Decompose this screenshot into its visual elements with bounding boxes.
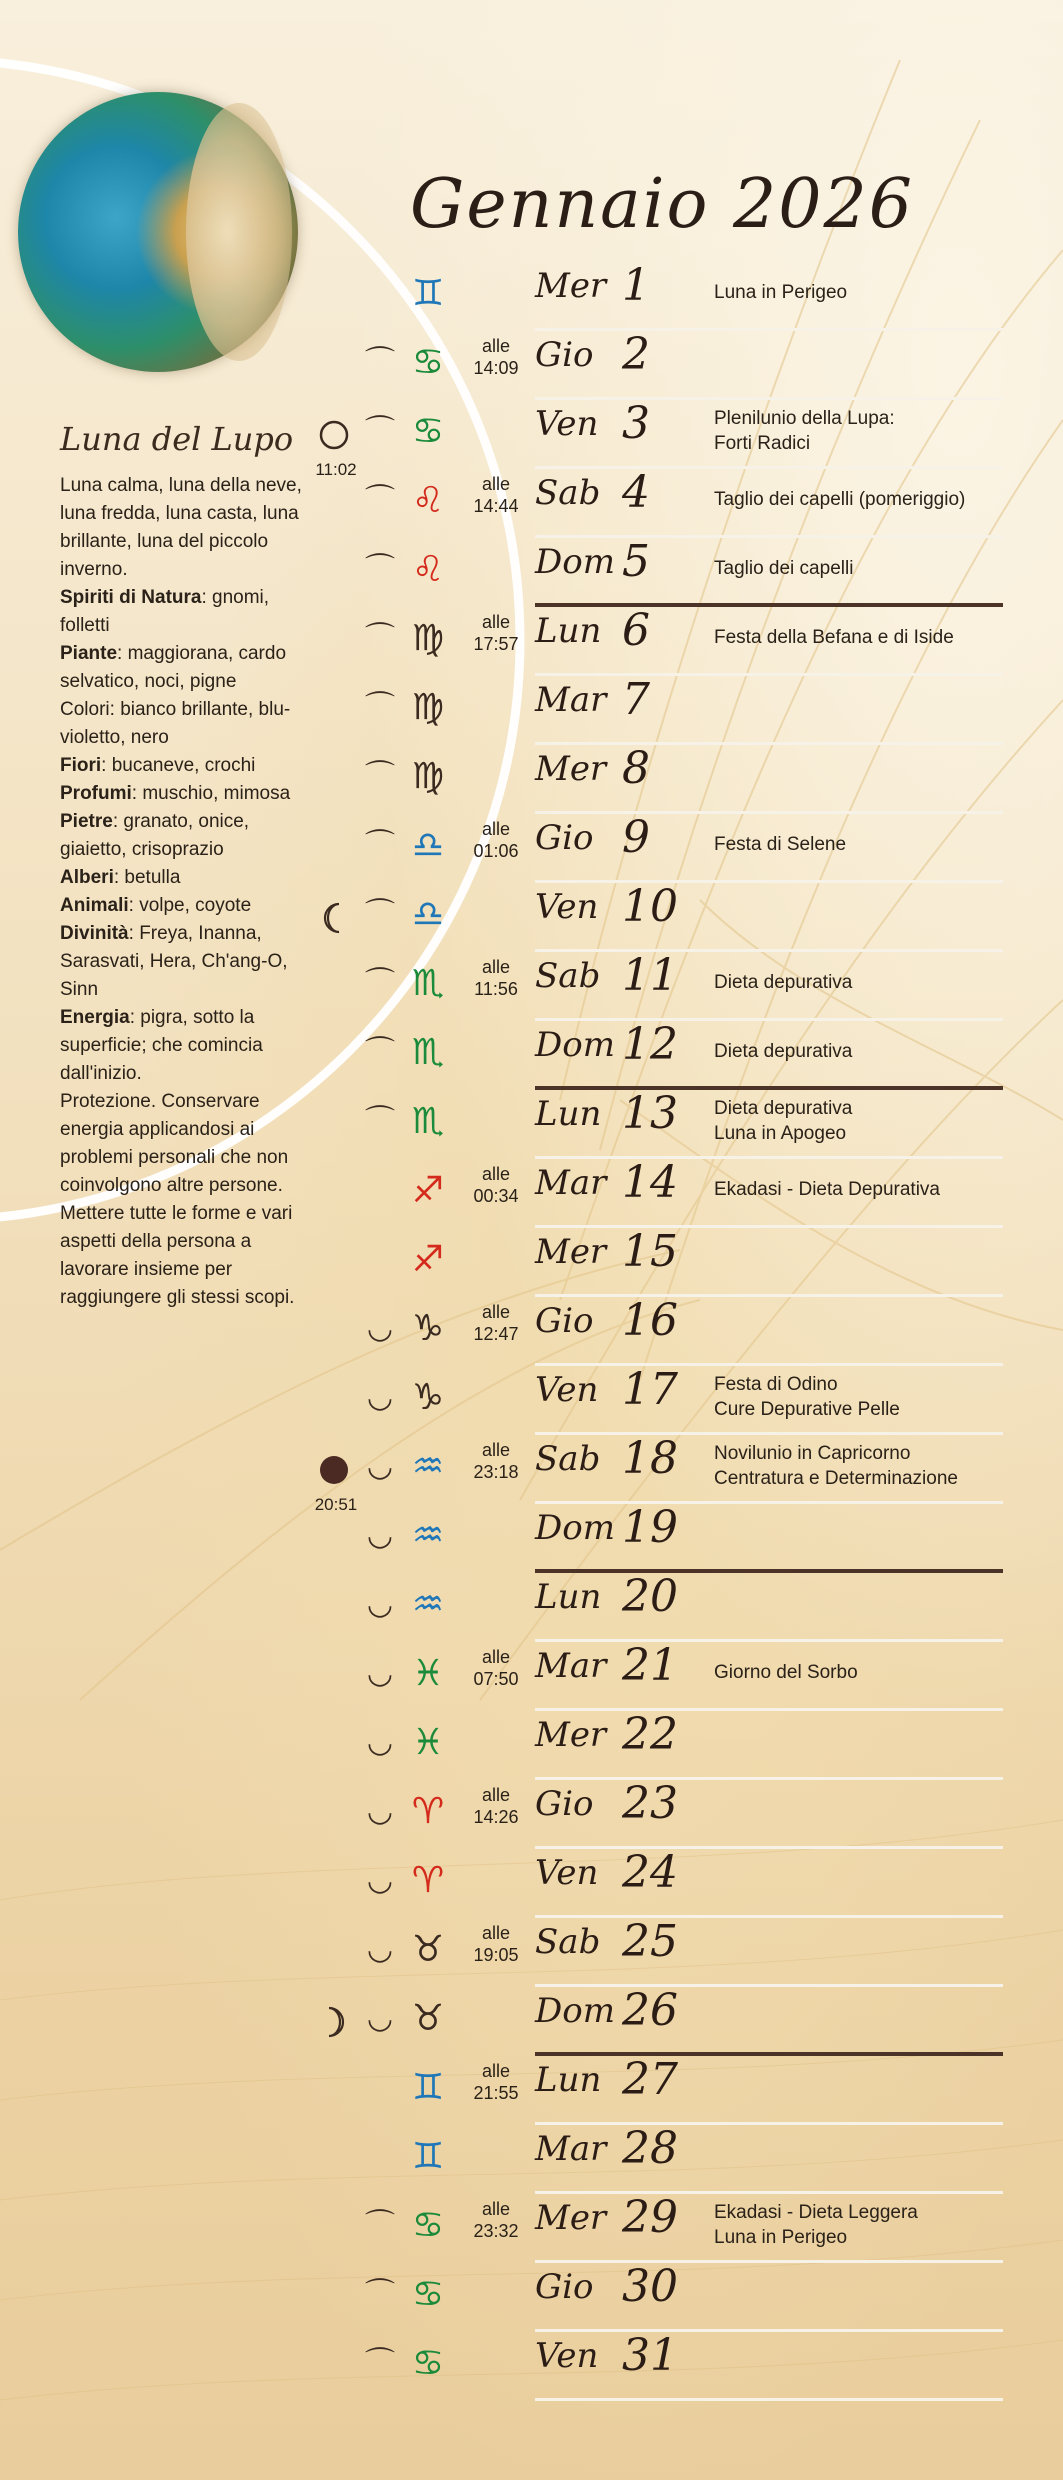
event-line: Luna in Apogeo [714, 1123, 847, 1144]
sidebar-item-label: Divinità [60, 923, 129, 944]
waning-arc-icon: ◡ [366, 2001, 394, 2036]
day-row [0, 467, 1063, 536]
ingress-hour: 23:32 [473, 2221, 519, 2241]
waning-arc-icon: ◡ [366, 1794, 394, 1829]
sidebar-item-label: Energia [60, 1007, 130, 1028]
day-number: 12 [622, 1019, 678, 1070]
day-row [0, 2123, 1063, 2192]
waning-arc-icon: ◡ [366, 1518, 394, 1553]
day-row [0, 1640, 1063, 1709]
day-row [0, 1847, 1063, 1916]
scorpio-icon: ♏ [411, 1032, 445, 1073]
leo-icon: ♌ [411, 480, 445, 521]
event-line: Luna in Perigeo [714, 2227, 848, 2248]
day-separator-line [535, 2398, 1003, 2401]
capricorn-icon: ♑ [411, 1308, 445, 1349]
waning-arc-icon: ◡ [366, 1380, 394, 1415]
day-events [714, 832, 1004, 857]
moon-phase-time: 20:51 [314, 1495, 358, 1514]
day-number: 11 [622, 950, 678, 1001]
day-row [0, 260, 1063, 329]
weekday-label: Gio [535, 1301, 594, 1341]
weekday-label: Mar [535, 1163, 607, 1203]
day-events [714, 1660, 1004, 1685]
weekday-label: Mar [535, 680, 607, 720]
day-row [0, 1226, 1063, 1295]
event-line: Festa di Odino [714, 1374, 838, 1395]
ingress-hour: 07:50 [473, 1669, 519, 1689]
waxing-arc-icon: ⌒ [365, 2277, 395, 2312]
event-line: Festa di Selene [714, 834, 847, 855]
sidebar-item-text: betulla [124, 867, 181, 888]
day-events [714, 625, 1004, 650]
event-line: Ekadasi - Dieta Leggera [714, 2202, 918, 2223]
waxing-arc-icon: ⌒ [365, 828, 395, 863]
ingress-label: alle [481, 1923, 511, 1943]
day-number: 14 [622, 1157, 678, 1208]
event-line: Giorno del Sorbo [714, 1662, 858, 1683]
day-number: 6 [622, 605, 650, 656]
scorpio-icon: ♏ [411, 963, 445, 1004]
aquarius-icon: ♒ [411, 1515, 445, 1556]
weekday-label: Mar [535, 2129, 607, 2169]
ingress-hour: 11:56 [474, 979, 518, 999]
day-events [714, 556, 1004, 581]
sign-ingress-time [464, 1163, 528, 1207]
moon-phase-new-icon [315, 1451, 353, 1489]
weekday-label: Sab [535, 1922, 601, 1962]
event-line: Dieta depurativa [714, 1041, 853, 1062]
event-line: Cure Depurative Pelle [714, 1399, 900, 1420]
sidebar-title: Luna del Lupo [60, 420, 294, 458]
sign-ingress-time [464, 1439, 528, 1483]
sidebar-item-separator: : [112, 811, 124, 832]
day-row [0, 1088, 1063, 1157]
sagittarius-icon: ♐ [411, 1239, 445, 1280]
weekday-label: Lun [535, 611, 602, 651]
ingress-hour: 01:06 [473, 841, 519, 861]
weekday-label: Gio [535, 2267, 594, 2307]
day-number: 8 [622, 743, 650, 794]
sign-ingress-time [464, 2060, 528, 2104]
weekday-label: Lun [535, 2060, 602, 2100]
day-events [714, 406, 1004, 456]
cancer-icon: ♋ [411, 342, 445, 383]
day-number: 20 [622, 1571, 678, 1622]
waxing-arc-icon: ⌒ [365, 759, 395, 794]
waxing-arc-icon: ⌒ [365, 2208, 395, 2243]
weekday-label: Mer [535, 1715, 607, 1755]
day-row [0, 2330, 1063, 2399]
gemini-icon: ♊ [411, 2067, 445, 2108]
sidebar-item-separator: : [109, 699, 121, 720]
day-number: 21 [622, 1640, 678, 1691]
sidebar-item-separator: : [101, 755, 112, 776]
day-number: 19 [622, 1502, 678, 1553]
event-line: Dieta depurativa [714, 972, 853, 993]
sign-ingress-time [464, 2198, 528, 2242]
sidebar-item-label: Alberi [60, 867, 114, 888]
day-number: 7 [622, 674, 650, 725]
ingress-hour: 23:18 [473, 1462, 519, 1482]
weekday-label: Ven [535, 887, 599, 927]
pisces-icon: ♓ [411, 1653, 445, 1694]
day-events [714, 1039, 1004, 1064]
cancer-icon: ♋ [411, 2205, 445, 2246]
day-row [0, 1019, 1063, 1088]
sidebar-closing: Protezione. Conservare energia applicandosi ai problemi personali che non coinvolgono altre persone. Mettere tutte le forme e vari aspetti della persona a lavorare insieme per raggiungere gli stessi scopi. [60, 1091, 295, 1308]
event-line: Taglio dei capelli [714, 558, 854, 579]
waxing-arc-icon: ⌒ [365, 483, 395, 518]
event-line: Ekadasi - Dieta Depurativa [714, 1179, 940, 1200]
day-number: 4 [622, 467, 650, 518]
ingress-hour: 17:57 [473, 634, 519, 654]
waxing-arc-icon: ⌒ [365, 621, 395, 656]
day-number: 1 [622, 260, 650, 311]
ingress-hour: 14:26 [473, 1807, 519, 1827]
sidebar-item-text: volpe, coyote [139, 895, 252, 916]
waxing-arc-icon: ⌒ [365, 414, 395, 449]
day-number: 10 [622, 881, 678, 932]
day-row [0, 536, 1063, 605]
weekday-label: Dom [535, 1991, 615, 2031]
day-events [714, 280, 1004, 305]
waning-arc-icon: ◡ [366, 1449, 394, 1484]
ingress-label: alle [481, 474, 511, 494]
weekday-label: Mer [535, 266, 607, 306]
weekday-label: Ven [535, 2336, 599, 2376]
day-row [0, 950, 1063, 1019]
sidebar-item-separator: : [113, 867, 125, 888]
weekday-label: Mer [535, 2198, 607, 2238]
waxing-arc-icon: ⌒ [365, 690, 395, 725]
waxing-arc-icon: ⌒ [365, 2346, 395, 2381]
aquarius-icon: ♒ [411, 1446, 445, 1487]
day-events [714, 487, 1004, 512]
libra-icon: ♎ [411, 894, 445, 935]
day-events [714, 1096, 1004, 1146]
sagittarius-icon: ♐ [411, 1170, 445, 1211]
waning-arc-icon: ◡ [366, 1311, 394, 1346]
virgo-icon: ♍ [411, 756, 445, 797]
day-number: 26 [622, 1985, 678, 2036]
ingress-label: alle [481, 2061, 511, 2081]
day-number: 13 [622, 1088, 678, 1139]
sidebar-item-label: Fiori [60, 755, 102, 776]
day-events [714, 2200, 1004, 2250]
sidebar-item-label: Spiriti di Natura [60, 587, 202, 608]
gemini-icon: ♊ [411, 2136, 445, 2177]
sidebar-item-separator: : [128, 923, 140, 944]
day-number: 16 [622, 1295, 678, 1346]
waxing-arc-icon: ⌒ [365, 1104, 395, 1139]
sidebar-item-text: maggiorana, cardo selvatico, noci, pigne [60, 643, 287, 692]
day-number: 18 [622, 1433, 678, 1484]
day-number: 23 [622, 1778, 678, 1829]
taurus-icon: ♉ [411, 1929, 445, 1970]
ingress-hour: 14:09 [473, 358, 519, 378]
waning-arc-icon: ◡ [366, 1587, 394, 1622]
sidebar-item-text: bucaneve, crochi [111, 755, 256, 776]
day-number: 17 [622, 1364, 678, 1415]
sidebar-item-separator: : [131, 783, 143, 804]
pisces-icon: ♓ [411, 1722, 445, 1763]
moon-phase-first-quarter-icon [315, 2003, 353, 2041]
weekday-label: Sab [535, 1439, 601, 1479]
event-line: Dieta depurativa [714, 1098, 853, 1119]
weekday-label: Gio [535, 1784, 594, 1824]
day-row [0, 2054, 1063, 2123]
day-row [0, 1778, 1063, 1847]
waxing-arc-icon: ⌒ [365, 966, 395, 1001]
weekday-label: Gio [535, 335, 594, 375]
aquarius-icon: ♒ [411, 1584, 445, 1625]
scorpio-icon: ♏ [411, 1101, 445, 1142]
day-number: 22 [622, 1709, 678, 1760]
day-events [714, 970, 1004, 995]
weekday-label: Dom [535, 1508, 615, 1548]
ingress-hour: 19:05 [473, 1945, 519, 1965]
day-row [0, 1709, 1063, 1778]
day-number: 3 [622, 398, 650, 449]
day-number: 9 [622, 812, 650, 863]
sign-ingress-time [464, 611, 528, 655]
moon-phase-time: 11:02 [315, 460, 357, 479]
ingress-label: alle [481, 336, 511, 356]
ingress-label: alle [481, 1785, 511, 1805]
day-row [0, 2192, 1063, 2261]
weekday-label: Dom [535, 1025, 615, 1065]
day-row [0, 1916, 1063, 1985]
weekday-label: Mar [535, 1646, 607, 1686]
day-row [0, 2261, 1063, 2330]
day-row [0, 674, 1063, 743]
day-number: 29 [622, 2192, 678, 2243]
sidebar-item-text: gnomi, folletti [60, 587, 270, 636]
waxing-arc-icon: ⌒ [365, 345, 395, 380]
sidebar-item-text: bianco brillante, blu-violetto, nero [60, 699, 291, 748]
ingress-label: alle [481, 1164, 511, 1184]
day-row [0, 743, 1063, 812]
sidebar-item-label: Animali [60, 895, 129, 916]
day-row [0, 1571, 1063, 1640]
waning-arc-icon: ◡ [366, 1863, 394, 1898]
event-line: Novilunio in Capricorno [714, 1443, 911, 1464]
event-line: Forti Radici [714, 433, 811, 454]
libra-icon: ♎ [411, 825, 445, 866]
day-row [0, 881, 1063, 950]
sidebar-intro: Luna calma, luna della neve, luna fredda, luna casta, luna brillante, luna del piccolo inverno. [60, 475, 302, 580]
ingress-hour: 12:47 [473, 1324, 519, 1344]
weekday-label: Dom [535, 542, 615, 582]
day-row [0, 1157, 1063, 1226]
sidebar-item-separator: : [128, 895, 140, 916]
sidebar-item-separator: : [201, 587, 213, 608]
waxing-arc-icon: ⌒ [365, 1035, 395, 1070]
sign-ingress-time [464, 1646, 528, 1690]
cancer-icon: ♋ [411, 411, 445, 452]
moon-phase-full-icon [315, 416, 353, 454]
cancer-icon: ♋ [411, 2274, 445, 2315]
sidebar-item-text: granato, onice, giaietto, crisoprazio [60, 811, 250, 860]
day-number: 15 [622, 1226, 678, 1277]
day-number: 25 [622, 1916, 678, 1967]
day-row [0, 1502, 1063, 1571]
day-number: 28 [622, 2123, 678, 2174]
event-line: Festa della Befana e di Iside [714, 627, 954, 648]
weekday-label: Mer [535, 1232, 607, 1272]
virgo-icon: ♍ [411, 687, 445, 728]
day-number: 31 [622, 2330, 678, 2381]
capricorn-icon: ♑ [411, 1377, 445, 1418]
event-line: Taglio dei capelli (pomeriggio) [714, 489, 966, 510]
waning-arc-icon: ◡ [366, 1725, 394, 1760]
day-row [0, 1364, 1063, 1433]
day-row [0, 1985, 1063, 2054]
sidebar-item-text: Freya, Inanna, Sarasvati, Hera, Ch'ang-O, Sinn [60, 923, 288, 1000]
day-number: 2 [622, 329, 650, 380]
ingress-label: alle [481, 1647, 511, 1667]
day-number: 30 [622, 2261, 678, 2312]
day-row [0, 329, 1063, 398]
sign-ingress-time [464, 1922, 528, 1966]
event-line: Luna in Perigeo [714, 282, 848, 303]
ingress-label: alle [481, 1302, 511, 1322]
day-events [714, 1372, 1004, 1422]
waxing-arc-icon: ⌒ [365, 552, 395, 587]
weekday-label: Lun [535, 1577, 602, 1617]
sign-ingress-time [464, 335, 528, 379]
ingress-label: alle [481, 957, 511, 977]
day-number: 27 [622, 2054, 678, 2105]
aries-icon: ♈ [411, 1860, 445, 1901]
weekday-label: Gio [535, 818, 594, 858]
day-row [0, 812, 1063, 881]
cancer-icon: ♋ [411, 2343, 445, 2384]
day-events [714, 1177, 1004, 1202]
sign-ingress-time [464, 956, 528, 1000]
sidebar-item-label: Pietre [60, 811, 113, 832]
weekday-label: Lun [535, 1094, 602, 1134]
aries-icon: ♈ [411, 1791, 445, 1832]
day-row [0, 1433, 1063, 1514]
leo-icon: ♌ [411, 549, 445, 590]
weekday-label: Sab [535, 956, 601, 996]
ingress-label: alle [481, 2199, 511, 2219]
day-events [714, 1441, 1004, 1491]
weekday-label: Ven [535, 404, 599, 444]
waning-arc-icon: ◡ [366, 1932, 394, 1967]
weekday-label: Ven [535, 1370, 599, 1410]
sidebar-item-label: Profumi [60, 783, 132, 804]
day-row [0, 398, 1063, 479]
weekday-label: Sab [535, 473, 601, 513]
day-row [0, 605, 1063, 674]
weekday-label: Ven [535, 1853, 599, 1893]
ingress-hour: 21:55 [473, 2083, 519, 2103]
moon-phase-last-quarter-icon [315, 899, 353, 937]
ingress-hour: 14:44 [473, 496, 519, 516]
day-row [0, 1295, 1063, 1364]
sidebar-item-separator: : [129, 1007, 141, 1028]
ingress-hour: 00:34 [473, 1186, 519, 1206]
sign-ingress-time [464, 473, 528, 517]
sidebar-item-label: Piante [60, 643, 118, 664]
taurus-icon: ♉ [411, 1998, 445, 2039]
waning-arc-icon: ◡ [366, 1656, 394, 1691]
sidebar-item-separator: : [117, 643, 128, 664]
gemini-icon: ♊ [411, 273, 445, 314]
sidebar-item-label: Colori [60, 699, 110, 720]
ingress-label: alle [481, 819, 511, 839]
ingress-label: alle [481, 612, 511, 632]
sidebar-item-text: pigra, sotto la superficie; che comincia dall'inizio. [60, 1007, 263, 1084]
page-title: Gennaio 2026 [410, 165, 915, 244]
event-line: Plenilunio della Lupa: [714, 408, 895, 429]
sign-ingress-time [464, 1301, 528, 1345]
event-line: Centratura e Determinazione [714, 1468, 958, 1489]
waxing-arc-icon: ⌒ [365, 897, 395, 932]
day-number: 5 [622, 536, 650, 587]
weekday-label: Mer [535, 749, 607, 789]
sign-ingress-time [464, 818, 528, 862]
ingress-label: alle [481, 1440, 511, 1460]
sign-ingress-time [464, 1784, 528, 1828]
sidebar-item-text: muschio, mimosa [142, 783, 291, 804]
day-number: 24 [622, 1847, 678, 1898]
virgo-icon: ♍ [411, 618, 445, 659]
